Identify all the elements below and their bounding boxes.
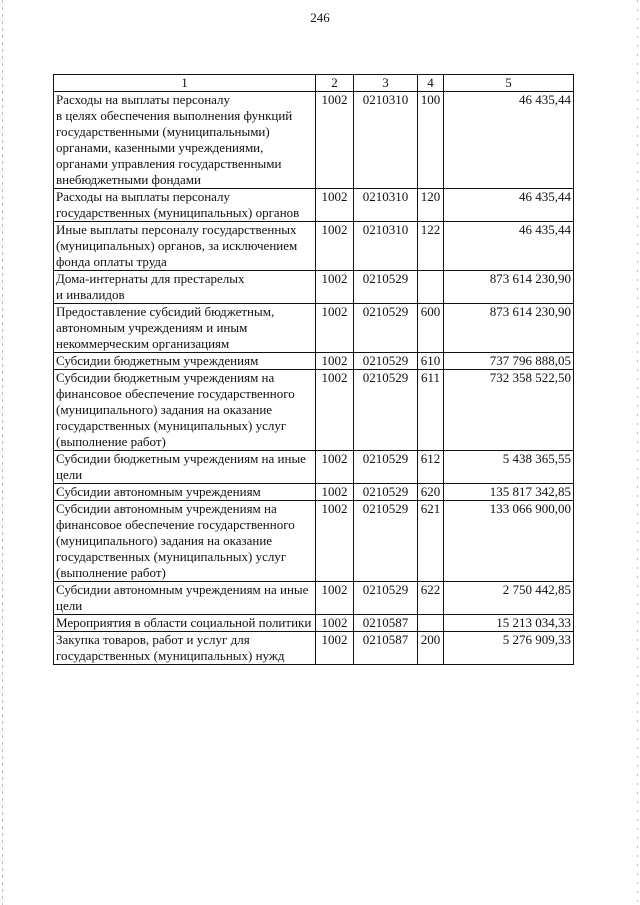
table-row <box>54 582 574 615</box>
row-expense-type: 620 <box>418 484 444 501</box>
scan-edge-left <box>2 0 3 905</box>
row-section-code: 1002 <box>316 353 354 370</box>
row-expense-type: 612 <box>418 451 444 484</box>
row-section-code: 1002 <box>316 304 354 353</box>
row-target-article: 0210529 <box>354 353 418 370</box>
row-description: Предоставление субсидий бюджетным, автономным учреждениям и иным некоммерческим организациям <box>54 304 316 353</box>
table-row <box>54 92 574 189</box>
header-col-4: 4 <box>418 75 444 92</box>
row-target-article: 0210310 <box>354 92 418 189</box>
row-description: Дома-интернаты для престарелых и инвалидов <box>54 271 316 304</box>
table-row <box>54 484 574 501</box>
table-row <box>54 304 574 353</box>
row-section-code: 1002 <box>316 582 354 615</box>
row-expense-type <box>418 271 444 304</box>
row-target-article: 0210529 <box>354 451 418 484</box>
page-number: 246 <box>310 10 330 25</box>
table-row <box>54 271 574 304</box>
table-row <box>54 189 574 222</box>
row-target-article: 0210529 <box>354 304 418 353</box>
table-row <box>54 615 574 632</box>
row-target-article: 0210587 <box>354 632 418 665</box>
row-target-article: 0210529 <box>354 582 418 615</box>
row-amount: 46 435,44 <box>444 222 574 271</box>
scan-edge-right <box>637 0 638 905</box>
row-section-code: 1002 <box>316 484 354 501</box>
row-expense-type: 600 <box>418 304 444 353</box>
table-row <box>54 353 574 370</box>
budget-table <box>53 74 574 665</box>
row-target-article: 0210529 <box>354 271 418 304</box>
table-body <box>54 92 574 665</box>
row-description: Мероприятия в области социальной политики <box>54 615 316 632</box>
row-section-code: 1002 <box>316 451 354 484</box>
row-amount: 46 435,44 <box>444 189 574 222</box>
row-section-code: 1002 <box>316 632 354 665</box>
row-section-code: 1002 <box>316 370 354 451</box>
row-expense-type: 610 <box>418 353 444 370</box>
row-target-article: 0210310 <box>354 189 418 222</box>
row-amount: 5 276 909,33 <box>444 632 574 665</box>
table-row <box>54 222 574 271</box>
row-target-article: 0210529 <box>354 501 418 582</box>
header-col-3: 3 <box>354 75 418 92</box>
row-expense-type: 621 <box>418 501 444 582</box>
row-amount: 133 066 900,00 <box>444 501 574 582</box>
row-description: Иные выплаты персоналу государственных (муниципальных) органов, за исключением фонда оплаты труда <box>54 222 316 271</box>
table-header-row <box>54 75 574 92</box>
row-expense-type: 120 <box>418 189 444 222</box>
row-description: Субсидии бюджетным учреждениям на иные цели <box>54 451 316 484</box>
row-expense-type: 100 <box>418 92 444 189</box>
row-section-code: 1002 <box>316 615 354 632</box>
row-target-article: 0210529 <box>354 370 418 451</box>
row-amount: 5 438 365,55 <box>444 451 574 484</box>
row-description: Субсидии автономным учреждениям на финансовое обеспечение государственного (муниципального) задания на оказание государственных (муниципальных) услуг (выполнение работ) <box>54 501 316 582</box>
row-expense-type: 200 <box>418 632 444 665</box>
table-row <box>54 451 574 484</box>
row-description: Субсидии бюджетным учреждениям <box>54 353 316 370</box>
row-description: Закупка товаров, работ и услуг для государственных (муниципальных) нужд <box>54 632 316 665</box>
row-amount: 15 213 034,33 <box>444 615 574 632</box>
row-expense-type: 622 <box>418 582 444 615</box>
header-col-1: 1 <box>54 75 316 92</box>
header-col-2: 2 <box>316 75 354 92</box>
row-description: Расходы на выплаты персоналу в целях обеспечения выполнения функций государственными (муниципальными) органами, казенными учреждениями, органами управления государственными внебюджетными фондами <box>54 92 316 189</box>
row-description: Субсидии автономным учреждениям <box>54 484 316 501</box>
table-row <box>54 632 574 665</box>
row-amount: 135 817 342,85 <box>444 484 574 501</box>
table-row <box>54 370 574 451</box>
row-section-code: 1002 <box>316 501 354 582</box>
table-row <box>54 501 574 582</box>
row-description: Субсидии бюджетным учреждениям на финансовое обеспечение государственного (муниципального) задания на оказание государственных (муниципальных) услуг (выполнение работ) <box>54 370 316 451</box>
row-description: Расходы на выплаты персоналу государственных (муниципальных) органов <box>54 189 316 222</box>
row-amount: 732 358 522,50 <box>444 370 574 451</box>
row-amount: 873 614 230,90 <box>444 271 574 304</box>
row-expense-type <box>418 615 444 632</box>
row-expense-type: 611 <box>418 370 444 451</box>
row-target-article: 0210587 <box>354 615 418 632</box>
row-amount: 873 614 230,90 <box>444 304 574 353</box>
row-amount: 737 796 888,05 <box>444 353 574 370</box>
row-target-article: 0210529 <box>354 484 418 501</box>
row-section-code: 1002 <box>316 222 354 271</box>
row-description: Субсидии автономным учреждениям на иные цели <box>54 582 316 615</box>
row-section-code: 1002 <box>316 92 354 189</box>
row-expense-type: 122 <box>418 222 444 271</box>
row-amount: 2 750 442,85 <box>444 582 574 615</box>
row-amount: 46 435,44 <box>444 92 574 189</box>
row-section-code: 1002 <box>316 271 354 304</box>
row-section-code: 1002 <box>316 189 354 222</box>
row-target-article: 0210310 <box>354 222 418 271</box>
header-col-5: 5 <box>444 75 574 92</box>
